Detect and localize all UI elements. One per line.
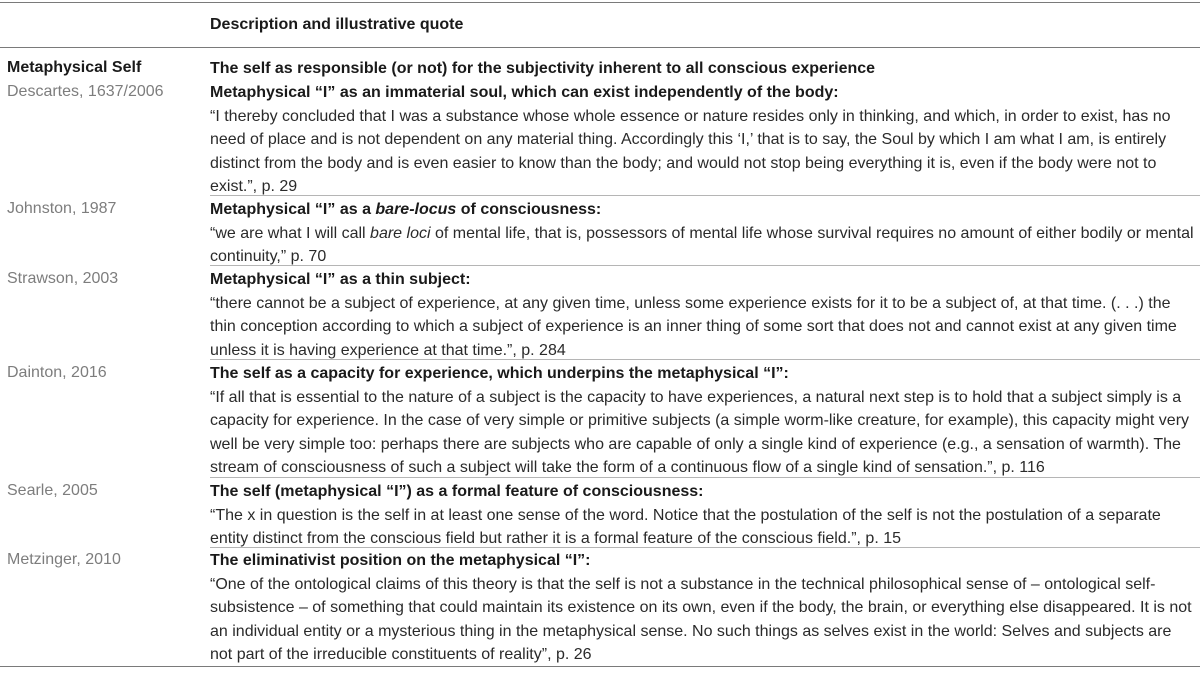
row-quote: “I thereby concluded that I was a substance whose whole essence or nature resides only in thinking, and which, in order to exist, has no need of place and is not dependent on any material thing. Accordingly this ‘I,’ that is to say, the Soul by which I am what I am, is entirely distinct from the body and is even easier to know than the body; and would not stop being everything it is, even if the body were not to exist.”, p. 29 <box>210 107 1171 195</box>
row-quote: “The x in question is the self in at least one sense of the word. Notice that the postulation of the self is not the postulation of a separate entity distinct from the conscious field but rather it is a formal feature of the conscious field.”, p. 15 <box>210 506 1161 547</box>
row-heading: The self (metaphysical “I”) as a formal feature of consciousness: <box>210 483 704 500</box>
bottom-rule <box>0 666 1200 667</box>
row-heading: Metaphysical “I” as an immaterial soul, which can exist independently of the body: <box>210 84 839 101</box>
row-heading-emphasis: bare-locus <box>375 201 457 218</box>
row-heading-part: of consciousness: <box>456 201 602 218</box>
top-rule <box>0 2 1200 3</box>
row-citation: Johnston, 1987 <box>7 200 117 217</box>
row-heading <box>210 198 1195 222</box>
row-quote: “If all that is essential to the nature of a subject is the capacity to have experiences, a natural next step is to hold that a subject simply is a capacity for experience. In the case of very simple or primitive subjects (a simple worm-like creature, for example), this capacity might very well be very simple too: perhaps there are subjects who are capable of only a single kind of experience (e.g., a sensation of warmth). The stream of consciousness of such a subject will take the form of a continuous flow of a single kind of sensation.”, p. 116 <box>210 388 1190 476</box>
row-quote-part: of mental life, that is, possessors of mental life whose survival requires no amount of either bodily or mental continuity,” p. 70 <box>210 224 1194 265</box>
row-quote-part: “we are what I will call <box>210 224 371 242</box>
row-quote <box>210 222 1195 269</box>
column-header: Description and illustrative quote <box>210 16 464 33</box>
row-quote: “One of the ontological claims of this theory is that the self is not a substance in the technical philosophical sense of – ontological self-subsistence – of something that could maintain its existence on its own, even if the body, the brain, or everything else disappeared. It is not an individual entity or a mysterious thing in the metaphysical sense. No such things as selves exist in the world: Selves and subjects are not part of the irreducible constituents of reality”, p. 26 <box>210 575 1192 663</box>
row-heading: The self as a capacity for experience, which underpins the metaphysical “I”: <box>210 365 789 382</box>
row-divider <box>210 195 1200 196</box>
row-heading-part: Metaphysical “I” as a <box>210 201 376 218</box>
row-heading: Metaphysical “I” as a thin subject: <box>210 271 471 288</box>
row-citation: Dainton, 2016 <box>7 364 107 381</box>
row-divider <box>210 359 1200 360</box>
row-quote-emphasis: bare loci <box>370 224 431 242</box>
row-heading: The eliminativist position on the metaphysical “I”: <box>210 552 591 569</box>
row-citation: Strawson, 2003 <box>7 270 119 287</box>
section-label: Metaphysical Self <box>7 59 142 76</box>
section-heading: The self as responsible (or not) for the subjectivity inherent to all conscious experience <box>210 60 876 77</box>
row-divider <box>210 547 1200 548</box>
row-citation: Searle, 2005 <box>7 482 98 499</box>
row-divider <box>210 265 1200 266</box>
header-rule <box>0 47 1200 48</box>
row-citation: Descartes, 1637/2006 <box>7 83 164 100</box>
row-divider <box>210 477 1200 478</box>
row-quote: “there cannot be a subject of experience, at any given time, unless some experience exists for it to be a subject of, at that time. (. . .) the thin conception according to which a subject of experience is an inner thing of some sort that does not and cannot exist at any given time unless it is having experience at that time.”, p. 284 <box>210 294 1177 359</box>
row-citation: Metzinger, 2010 <box>7 551 121 568</box>
